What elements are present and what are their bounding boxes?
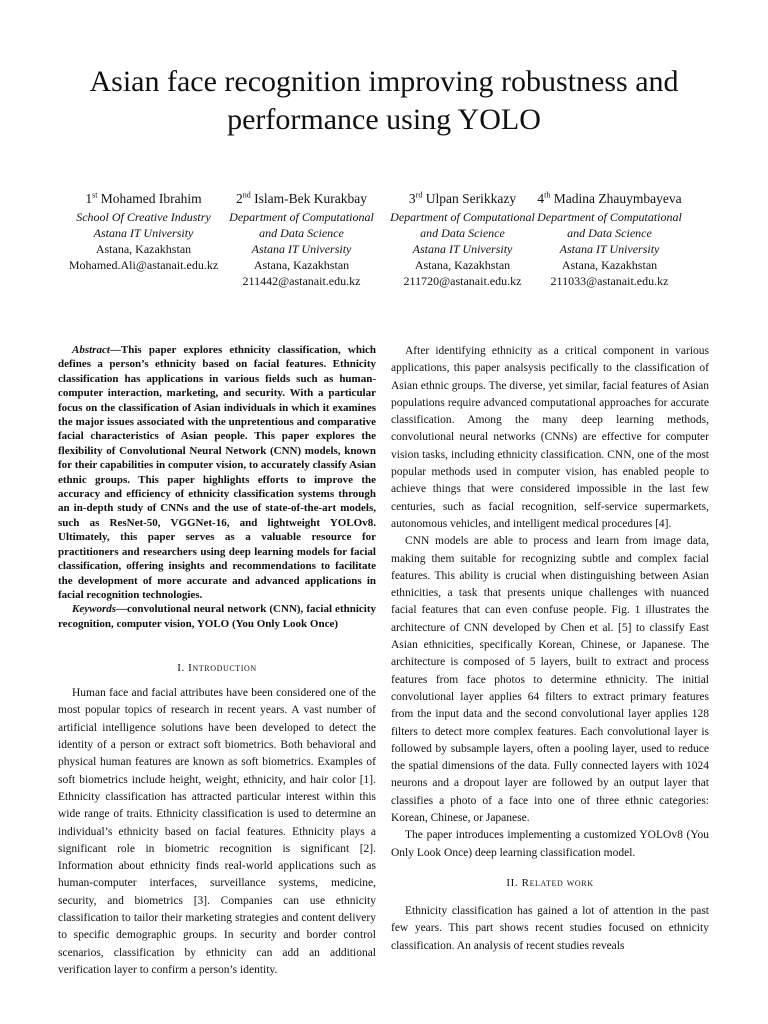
author-block-2 — [219, 190, 384, 289]
keywords-text: —convolutional neural network (CNN), facial ethnicity recognition, computer vision, YOLO (You Only Look Once) — [58, 603, 376, 630]
author-name: 4th Madina Zhauymbayeva — [537, 190, 682, 206]
section-heading-related-work: II. Related work — [506, 876, 594, 889]
author-email: Mohamed.Ali@astanait.edu.kz — [68, 258, 219, 272]
author-name: 2nd Islam-Bek Kurakbay — [236, 190, 367, 206]
author-affiliation: Astana IT University — [251, 242, 352, 256]
author-location: Astana, Kazakhstan — [561, 258, 658, 272]
body-paragraph: CNN models are able to process and learn from image data, making them suitable for recognizing subtle and complex facial features. This ability is crucial when distinguishing between Asian ethnicities, a task that presents unique challenges with nuanced facial features that can even confuse people. Fig. 1 illustrates the architecture of CNN developed by Chen et al. [5] to classify East Asian ethnicities, specifically Korean, Chinese, or Japanese. The architecture is composed of 5 layers, built to extract and process features from face photos to determine ethnicity. The initial convolutional layer applies 64 filters to extract primary features from the input data and the second convolutional layer applies 128 filters to detect more complex features. Each convolutional layer is followed by subsample layers, often a pooling layer, used to reduce the spatial dimensions of the data. Fully connected layers with 1024 neurons and a dropout layer are followed by an output layer that classifies a photo of a face into one of three ethnic categories: Korean, Chinese, or Japanese. — [391, 535, 709, 825]
author-affiliation: Astana IT University — [559, 242, 660, 256]
author-block-1 — [61, 190, 226, 273]
author-affiliation: Astana IT University — [412, 242, 513, 256]
author-affiliation: Department of Computational — [537, 210, 682, 224]
abstract — [58, 343, 376, 602]
body-paragraph: The paper introduces implementing a customized YOLOv8 (You Only Look Once) deep learning classification model. — [391, 829, 709, 859]
abstract-label: Abstract — [72, 344, 110, 356]
intro-paragraph: Human face and facial attributes have been considered one of the most popular topics of research in recent years. A vast number of artificial intelligence solutions have been developed to detect the identity of a person or extract soft biometrics. Both behavioral and physical human features are known as soft biometrics. Examples of soft biometrics include height, weight, ethnicity, and hair color [1]. Ethnicity classification has attracted particular interest within this wide range of traits. Ethnicity classification is used to determine an individual’s ethnicity based on facial features. Ethnicity plays a significant role in biometric recognition is significant [2]. Information about ethnicity finds real-world applications such as human-computer interfaces, surveillance systems, medicine, security, and biometrics [3]. Companies can use ethnicity classification to tailor their marketing strategies and content delivery to specific demographic groups. In security and border control scenarios, classification by ethnicity can add an additional verification layer to confirm a person’s identity. — [58, 687, 376, 976]
author-affiliation: School Of Creative Industry — [76, 210, 211, 224]
author-block-4 — [527, 190, 692, 289]
author-affiliation: Department of Computational — [229, 210, 374, 224]
keywords — [58, 602, 376, 631]
author-email: 211442@astanait.edu.kz — [242, 274, 361, 288]
keywords-label: Keywords — [72, 603, 116, 616]
right-column — [391, 343, 709, 955]
author-location: Astana, Kazakhstan — [95, 242, 192, 256]
author-affiliation: and Data Science — [420, 226, 505, 240]
author-affiliation: and Data Science — [567, 226, 652, 240]
left-column — [58, 343, 376, 979]
author-affiliation: and Data Science — [259, 226, 344, 240]
author-email: 211033@astanait.edu.kz — [550, 274, 669, 288]
author-name: 1st Mohamed Ibrahim — [85, 190, 202, 206]
author-affiliation: Department of Computational — [390, 210, 535, 224]
author-name: 3rd Ulpan Serikkazy — [408, 190, 517, 206]
section-heading-introduction: I. Introduction — [177, 662, 257, 675]
author-location: Astana, Kazakhstan — [253, 258, 350, 272]
author-affiliation: Astana IT University — [93, 226, 194, 240]
author-location: Astana, Kazakhstan — [414, 258, 511, 272]
author-email: 211720@astanait.edu.kz — [403, 274, 522, 288]
abstract-text: —This paper explores ethnicity classification, which defines a person’s ethnicity based on facial features. Ethnicity classification has applications in various fields such as human-computer interaction, marketing, and security. With a particular focus on the classification of Asian individuals in which it examines the major issues associated with the unpretentious and comparative facial characteristics of Asian people. This paper explores the flexibility of Convolutional Neural Network (CNN) models, known for their capabilities in computer vision, to accurately classify Asian ethnic groups. This paper highlights efforts to improve the accuracy and efficiency of ethnicity classification systems through an in-depth study of CNNs and the use of state-of-the-art models, such as ResNet-50, VGGNet-16, and lightweight YOLOv8. Ultimately, this paper serves as a valuable resource for practitioners and researchers using deep learning models for facial classification, offering insights and recommendations to facilitate the development of more accurate and advanced applications in facial recognition technologies. — [58, 344, 376, 601]
body-paragraph: After identifying ethnicity as a critical component in various applications, this paper analsysis pecifically to the classification of Asian ethnic groups. The diverse, yet similar, facial features of Asian populations require advanced computational approaches for accurate classification. Among the many deep learning methods, convolutional neural networks (CNNs) are effective for computer vision tasks, including ethnicity classification. CNN, one of the most popular methods used in computer vision, has enabled people to achieve things that were considered impossible in the last few centuries, such as facial recognition, self-service supermarkets, autonomous vehicles, and intelligent medical procedures [4]. — [391, 345, 709, 530]
author-block-3 — [380, 190, 545, 289]
paper-title: Asian face recognition improving robustness and performance using YOLO — [89, 65, 679, 136]
related-paragraph: Ethnicity classification has gained a lot of attention in the past few years. This part shows recent studies focused on ethnicity classification. An analysis of recent studies reveals — [391, 904, 709, 952]
